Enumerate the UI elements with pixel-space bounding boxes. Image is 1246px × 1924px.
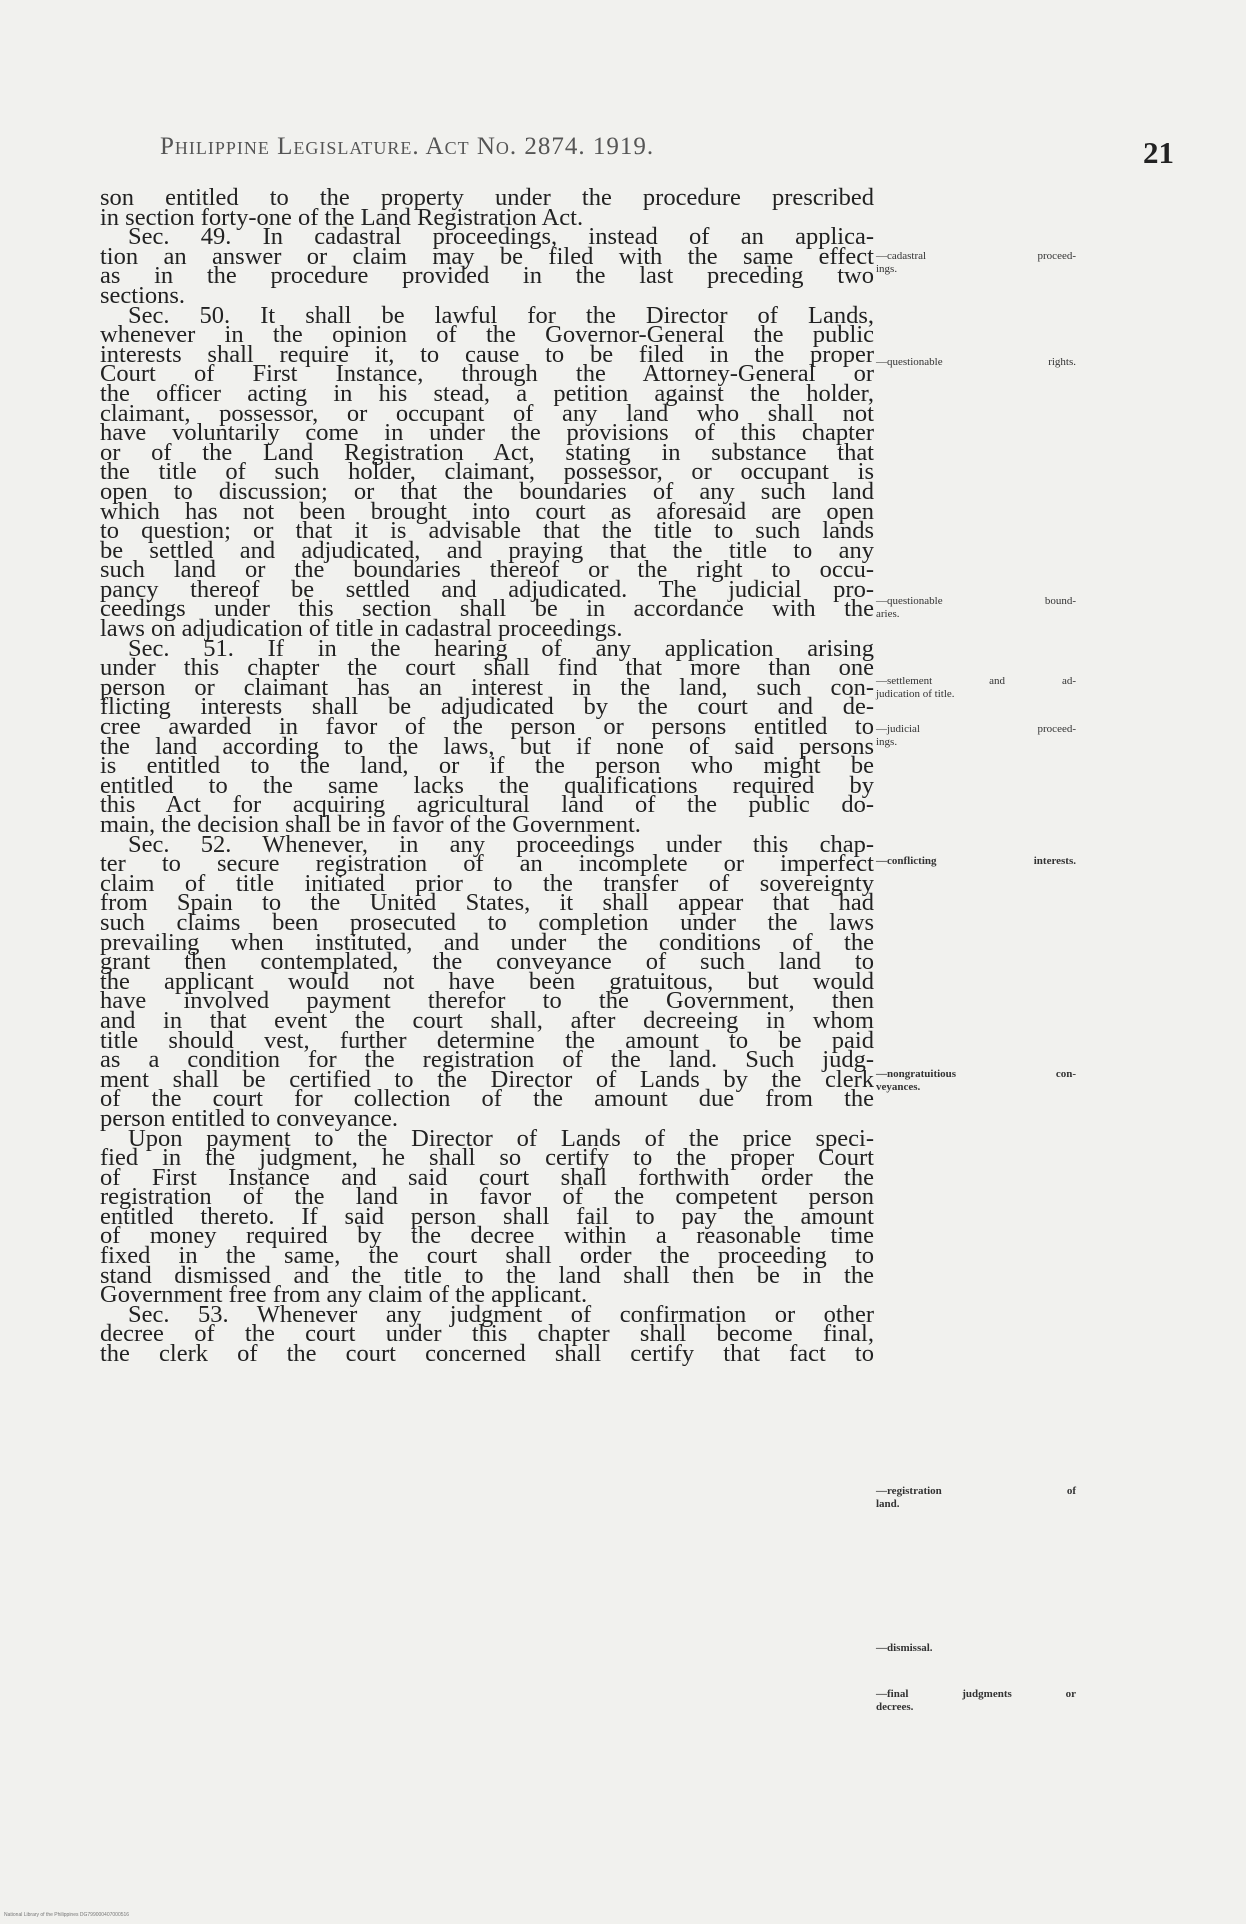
- paragraph-start: Upon payment to the Director of Lands of the price speci-: [128, 1124, 874, 1152]
- text-line: this Act for acquiring agricultural land of the public do-: [100, 791, 874, 819]
- margin-note-line: decrees.: [876, 1701, 914, 1713]
- text-line: ment shall be certified to the Director of Lands by the clerk: [100, 1065, 874, 1093]
- text-line: the title of such holder, claimant, possessor, or occupant is: [100, 458, 874, 486]
- text-line: under this chapter the court shall find that more than one: [100, 654, 874, 682]
- text-line: stand dismissed and the title to the land shall then be in the: [100, 1261, 874, 1289]
- text-line: title should vest, further determine the amount to be paid: [100, 1026, 874, 1054]
- text-line: be settled and adjudicated, and praying that the title to any: [100, 536, 874, 564]
- text-line: cree awarded in favor of the person or persons entitled to: [100, 713, 874, 741]
- margin-note: [876, 1485, 1076, 1511]
- margin-note: [876, 675, 1076, 701]
- section-53-start: Sec. 53. Whenever any judgment of confirmation or other: [128, 1300, 874, 1328]
- text-line: claim of title initiated prior to the transfer of sovereignty: [100, 869, 874, 897]
- margin-note-line: —judicial proceed-: [876, 723, 1076, 735]
- margin-note-line: land.: [876, 1498, 900, 1510]
- text-line: grant then contemplated, the conveyance of such land to: [100, 948, 874, 976]
- section-52-start: Sec. 52. Whenever, in any proceedings under this chap-: [128, 830, 874, 858]
- text-line: have voluntarily come in under the provisions of this chapter: [100, 419, 874, 447]
- text-line: tion an answer or claim may be filed with the same effect: [100, 242, 874, 270]
- text-line: open to discussion; or that the boundaries of any such land: [100, 477, 874, 505]
- margin-note: [876, 1688, 1076, 1714]
- margin-note-line: —final judgments or: [876, 1688, 1076, 1700]
- text-line: ceedings under this section shall be in accordance with the: [100, 595, 874, 623]
- text-line: ter to secure registration of an incomplete or imperfect: [100, 850, 874, 878]
- text-line: in section forty-one of the Land Registration Act.: [100, 203, 584, 231]
- text-line: Government free from any claim of the applicant.: [100, 1281, 588, 1309]
- text-line: and in that event the court shall, after decreeing in whom: [100, 1006, 874, 1034]
- text-line: the officer acting in his stead, a petition against the holder,: [100, 379, 874, 407]
- text-line: as in the procedure provided in the last preceding two: [100, 262, 874, 290]
- margin-note-line: judication of title.: [876, 688, 955, 700]
- section-50-start: Sec. 50. It shall be lawful for the Director of Lands,: [128, 301, 874, 329]
- text-line: pancy thereof be settled and adjudicated. The judicial pro-: [100, 575, 874, 603]
- margin-note-line: —nongratuitious con-: [876, 1068, 1076, 1080]
- margin-note-line: veyances.: [876, 1081, 921, 1093]
- text-line: interests shall require it, to cause to be filed in the proper: [100, 340, 874, 368]
- text-line: is entitled to the land, or if the person who might be: [100, 752, 874, 780]
- section-49-start: Sec. 49. In cadastral proceedings, instead of an applica-: [128, 223, 874, 251]
- margin-note-line: ings.: [876, 263, 898, 275]
- margin-note-line: —questionable bound-: [876, 595, 1076, 607]
- text-line: entitled to the same lacks the qualifications required by: [100, 771, 874, 799]
- margin-note: [876, 1642, 1076, 1655]
- margin-note: [876, 723, 1076, 749]
- text-line: person entitled to conveyance.: [100, 1104, 398, 1132]
- text-line: claimant, possessor, or occupant of any land who shall not: [100, 399, 874, 427]
- margin-note-line: ings.: [876, 736, 898, 748]
- margin-note-line: —conflicting interests.: [876, 855, 1076, 867]
- text-line: prevailing when instituted, and under the conditions of the: [100, 928, 874, 956]
- margin-note-line: —questionable rights.: [876, 356, 1076, 368]
- text-line: to question; or that it is advisable that the title to such lands: [100, 517, 874, 545]
- text-line: the applicant would not have been gratuitous, but would: [100, 967, 874, 995]
- body-text: [100, 184, 874, 1368]
- text-line: Court of First Instance, through the Attorney-General or: [100, 360, 874, 388]
- text-line: the clerk of the court concerned shall certify that fact to: [100, 1340, 874, 1368]
- margin-note-line: —dismissal.: [876, 1642, 933, 1654]
- text-line: laws on adjudication of title in cadastral proceedings.: [100, 615, 623, 643]
- text-line: of First Instance and said court shall forthwith order the: [100, 1163, 874, 1191]
- text-line: fixed in the same, the court shall order the proceeding to: [100, 1242, 874, 1270]
- text-line: which has not been brought into court as aforesaid are open: [100, 497, 874, 525]
- text-line: or of the Land Registration Act, stating in substance that: [100, 438, 874, 466]
- text-line: from Spain to the United States, it shall appear that had: [100, 889, 874, 917]
- text-line: sections.: [100, 281, 186, 309]
- text-line: entitled thereto. If said person shall fail to pay the amount: [100, 1202, 874, 1230]
- margin-note: [876, 855, 1076, 868]
- text-line: son entitled to the property under the procedure prescribed: [100, 184, 874, 211]
- text-line: the land according to the laws, but if none of said persons: [100, 732, 874, 760]
- text-line: main, the decision shall be in favor of the Government.: [100, 811, 641, 838]
- margin-note-line: —registration of: [876, 1485, 1076, 1497]
- margin-note-line: aries.: [876, 608, 900, 620]
- margin-note: [876, 1068, 1076, 1094]
- margin-note-line: —settlement and ad-: [876, 675, 1076, 687]
- text-line: person or claimant has an interest in the land, such con-: [100, 673, 874, 701]
- margin-note: [876, 595, 1076, 621]
- scan-footer: National Library of the Philippines DG799000407000516: [4, 1912, 130, 1918]
- text-line: decree of the court under this chapter shall become final,: [100, 1320, 874, 1348]
- text-line: have involved payment therefor to the Government, then: [100, 987, 874, 1015]
- text-line: such land or the boundaries thereof or the right to occu-: [100, 556, 874, 584]
- text-line: of money required by the decree within a reasonable time: [100, 1222, 874, 1250]
- running-head: Philippine Legislature. Act No. 2874. 1919.: [160, 133, 655, 160]
- margin-note: [876, 356, 1076, 369]
- text-line: as a condition for the registration of the land. Such judg-: [100, 1046, 874, 1074]
- text-line: fied in the judgment, he shall so certify to the proper Court: [100, 1144, 874, 1172]
- page-number: 21: [1143, 135, 1174, 170]
- text-line: flicting interests shall be adjudicated by the court and de-: [100, 693, 874, 721]
- margin-note: [876, 250, 1076, 276]
- text-line: of the court for collection of the amount due from the: [100, 1085, 874, 1113]
- section-51-start: Sec. 51. If in the hearing of any application arising: [128, 634, 874, 662]
- text-line: registration of the land in favor of the competent person: [100, 1183, 874, 1211]
- margin-note-line: —cadastral proceed-: [876, 250, 1076, 262]
- text-line: such claims been prosecuted to completion under the laws: [100, 908, 874, 936]
- text-line: whenever in the opinion of the Governor-General the public: [100, 321, 874, 349]
